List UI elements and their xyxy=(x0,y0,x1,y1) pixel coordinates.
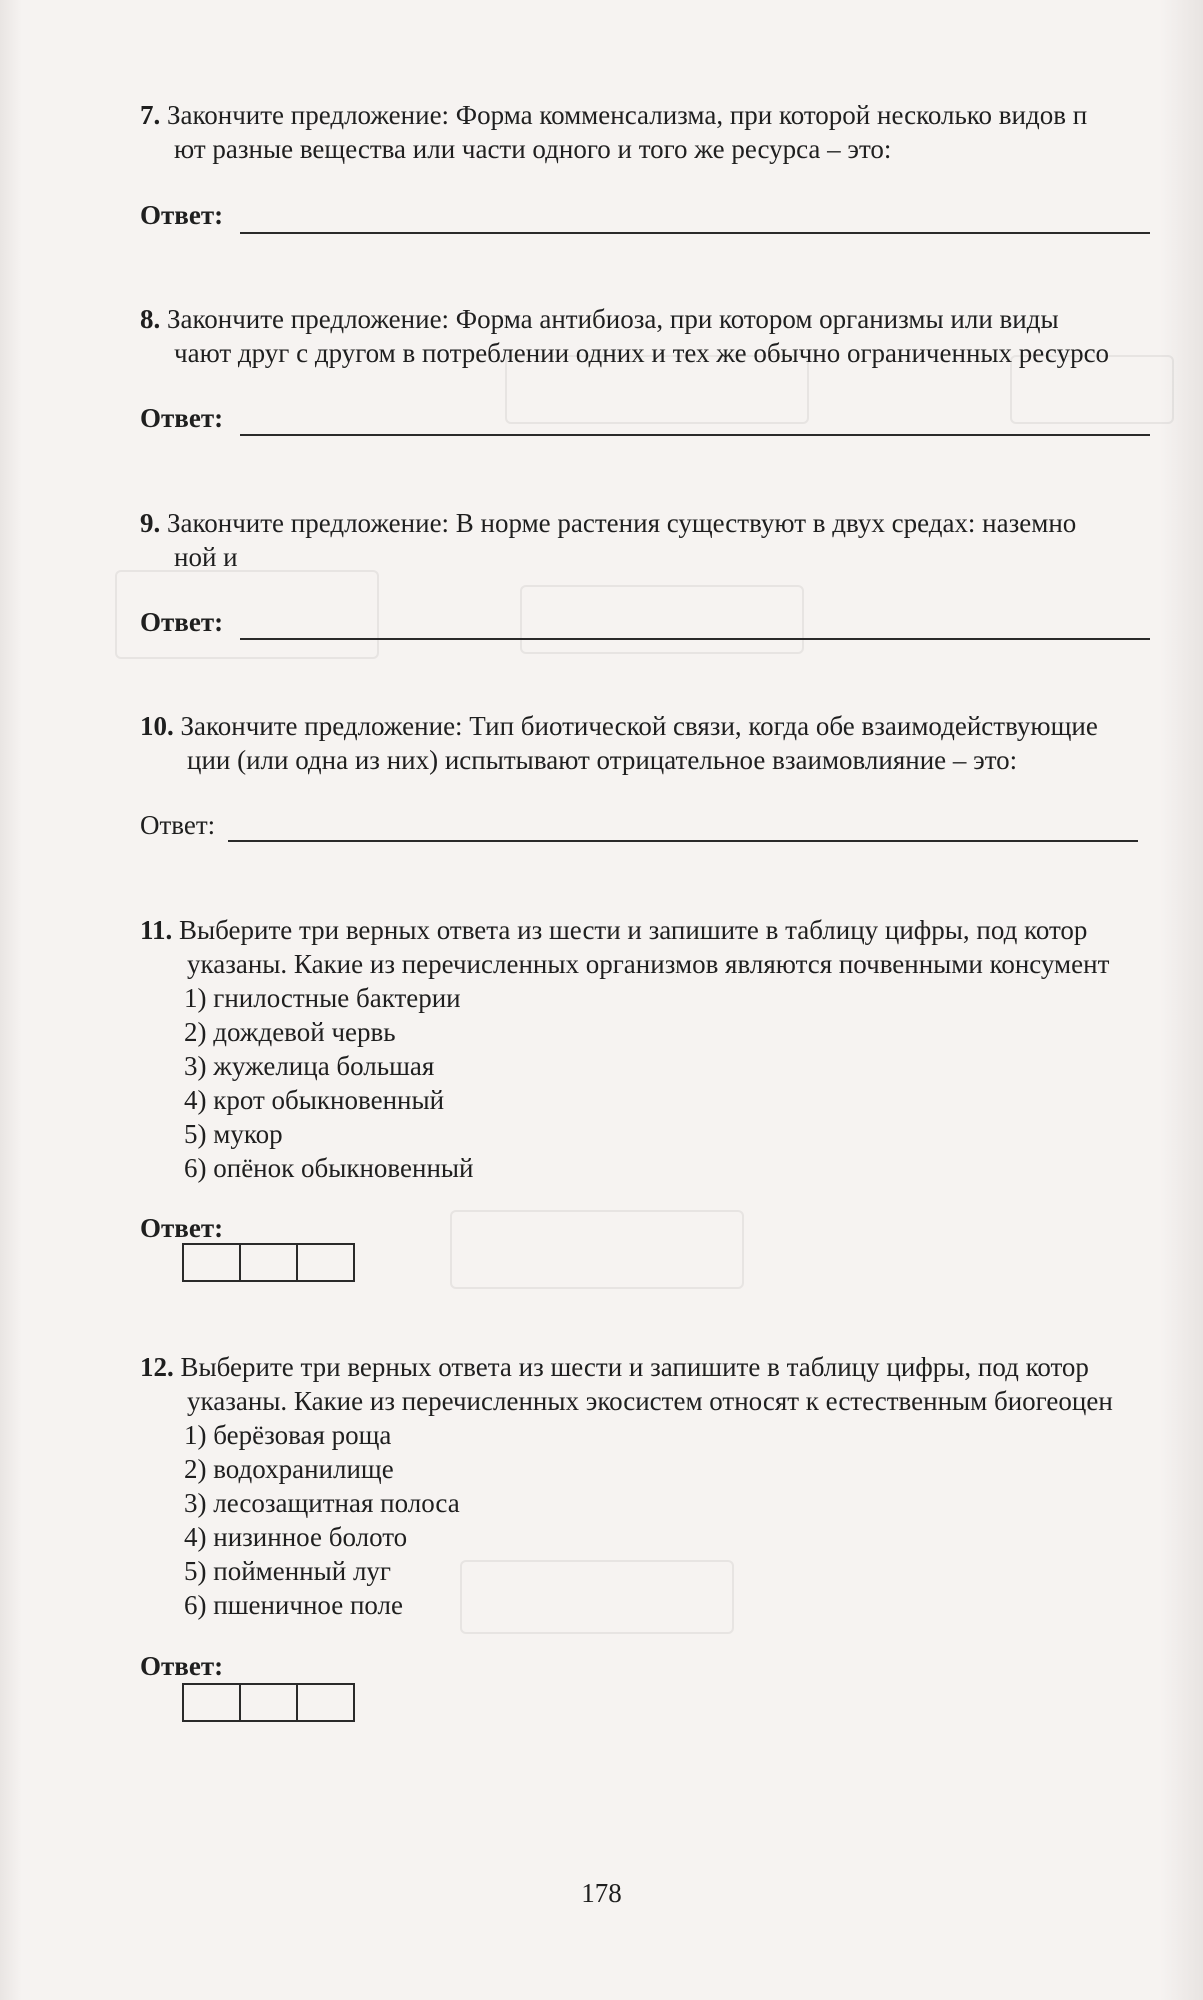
bleed-through-box xyxy=(450,1210,744,1289)
option-item: 1) гнилостные бактерии xyxy=(184,983,461,1013)
question-text: указаны. Какие из перечисленных организмов являются почвенными консумент xyxy=(187,949,1110,979)
answer-row-9 xyxy=(140,607,223,638)
question-number: 9. xyxy=(140,508,161,538)
question-text: ции (или одна из них) испытывают отрицательное взаимовлияние – это: xyxy=(187,745,1018,775)
question-text: Закончите предложение: Форма комменсализма, при которой несколько видов п xyxy=(167,100,1088,130)
question-number: 12. xyxy=(140,1352,174,1382)
answer-label: Ответ: xyxy=(140,607,224,637)
question-8 xyxy=(140,302,1203,370)
question-number: 10. xyxy=(140,711,174,741)
answer-label: Ответ: xyxy=(140,1213,224,1243)
answer-cell[interactable] xyxy=(239,1243,298,1282)
answer-label: Ответ: xyxy=(140,403,224,433)
question-text: Выберите три верных ответа из шести и запишите в таблицу цифры, под котор xyxy=(179,915,1088,945)
answer-cell[interactable] xyxy=(296,1683,355,1722)
option-item: 1) берёзовая роща xyxy=(184,1420,392,1450)
answer-line-9[interactable] xyxy=(240,638,1150,640)
question-11 xyxy=(140,913,1203,981)
question-text: Закончите предложение: Тип биотической связи, когда обе взаимодействующие xyxy=(180,711,1098,741)
option-item: 3) жужелица большая xyxy=(184,1051,435,1081)
option-item: 6) пшеничное поле xyxy=(184,1590,404,1620)
option-item: 6) опёнок обыкновенный xyxy=(184,1153,474,1183)
question-10 xyxy=(140,709,1203,777)
option-item: 3) лесозащитная полоса xyxy=(184,1488,460,1518)
answer-boxes-11 xyxy=(182,1243,353,1282)
question-text: Выберите три верных ответа из шести и запишите в таблицу цифры, под котор xyxy=(180,1352,1089,1382)
answer-label: Ответ: xyxy=(140,200,224,230)
answer-label: Ответ: xyxy=(140,1651,224,1681)
answer-row-8 xyxy=(140,403,223,434)
question-9 xyxy=(140,506,1203,574)
question-text: указаны. Какие из перечисленных экосистем относят к естественным биогеоцен xyxy=(187,1386,1113,1416)
option-item: 2) дождевой червь xyxy=(184,1017,396,1047)
page-number: 178 xyxy=(581,1878,622,1908)
answer-cell[interactable] xyxy=(296,1243,355,1282)
answer-line-8[interactable] xyxy=(240,434,1150,436)
bleed-through-box xyxy=(520,585,804,654)
answer-cell[interactable] xyxy=(182,1683,241,1722)
question-text: Закончите предложение: В норме растения существуют в двух средах: наземно xyxy=(167,508,1077,538)
answer-cell[interactable] xyxy=(182,1243,241,1282)
option-item: 2) водохранилище xyxy=(184,1454,394,1484)
answer-cell[interactable] xyxy=(239,1683,298,1722)
option-item: 4) низинное болото xyxy=(184,1522,408,1552)
answer-row-10 xyxy=(140,810,215,841)
answer-label: Ответ: xyxy=(140,810,216,840)
question-text: ют разные вещества или части одного и того же ресурса – это: xyxy=(174,134,892,164)
answer-boxes-12 xyxy=(182,1683,353,1722)
question-number: 11. xyxy=(140,915,173,945)
answer-line-7[interactable] xyxy=(240,232,1150,234)
question-number: 7. xyxy=(140,100,161,130)
answer-line-10[interactable] xyxy=(228,840,1138,842)
question-text: чают друг с другом в потреблении одних и тех же обычно ограниченных ресурсо xyxy=(174,338,1110,368)
option-item: 4) крот обыкновенный xyxy=(184,1085,445,1115)
options-list-12 xyxy=(184,1418,460,1622)
question-7 xyxy=(140,98,1203,166)
options-list-11 xyxy=(184,981,474,1185)
answer-row-7 xyxy=(140,200,223,231)
answer-row-12 xyxy=(140,1651,223,1682)
option-item: 5) пойменный луг xyxy=(184,1556,391,1586)
question-text: ной и xyxy=(174,542,238,572)
question-12 xyxy=(140,1350,1203,1418)
question-number: 8. xyxy=(140,304,161,334)
option-item: 5) мукор xyxy=(184,1119,283,1149)
answer-row-11 xyxy=(140,1213,223,1244)
bleed-through-box xyxy=(460,1560,734,1634)
question-text: Закончите предложение: Форма антибиоза, при котором организмы или виды xyxy=(167,304,1059,334)
